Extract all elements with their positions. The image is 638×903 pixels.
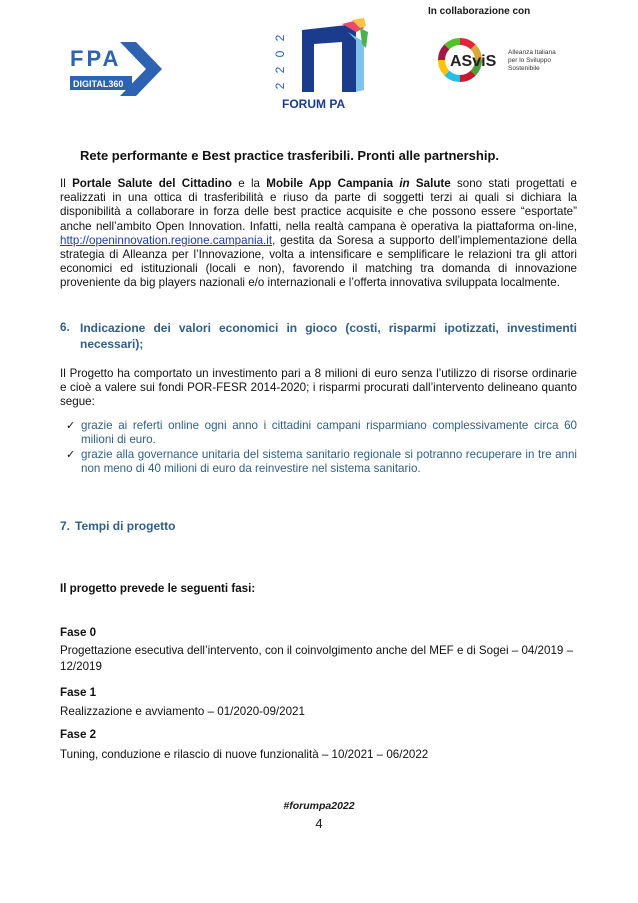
phase-2-label: Fase 2 (60, 728, 97, 741)
phase-0-label: Fase 0 (60, 626, 97, 639)
forum-pa-logo-graphic (272, 18, 372, 112)
para1-text-1: Il (60, 177, 73, 190)
mobile-app-name-italic: in (399, 177, 410, 190)
check-icon: ✓ (66, 420, 76, 432)
fpa-logo-text: FPA (70, 46, 122, 71)
forum-pa-logo-text: FORUM PA (282, 97, 346, 111)
asvis-logo (436, 36, 564, 84)
intro-paragraph (60, 177, 577, 291)
fpa-logo-graphic (64, 36, 164, 102)
checklist-item-text: grazie alla governance unitaria del sistema sanitario regionale si potranno recuperare in tre anni non meno di 40 milioni di euro da reinvestire nel sistema sanitario. (81, 447, 577, 476)
mobile-app-name: Mobile App Campania (266, 177, 400, 190)
check-icon: ✓ (66, 448, 76, 461)
footer-hashtag: #forumpa2022 (283, 800, 355, 812)
section-6-heading (60, 320, 577, 352)
svg-text:0: 0 (273, 50, 287, 58)
phase-2-desc: Tuning, conduzione e rilascio di nuove funzionalità – 10/2021 – 06/2022 (60, 748, 429, 761)
asvis-logo-graphic (436, 36, 564, 84)
open-innovation-link[interactable]: http://openinnovation.regione.campania.it (60, 233, 273, 247)
portale-salute-name: Portale Salute del Cittadino (72, 177, 232, 190)
svg-text:2: 2 (273, 66, 287, 74)
page-number: 4 (315, 816, 323, 831)
section-6-number: 6. (60, 321, 70, 334)
svg-text:2: 2 (273, 82, 287, 90)
investment-paragraph: Il Progetto ha comportato un investimento pari a 8 milioni di euro senza l’utilizzo di risorse ordinarie e cioè a valere sui fondi POR-FESR 2014-2020; i risparmi procurati dall’intervento delineano quanto segue: (60, 367, 577, 409)
mobile-app-name-end: Salute (409, 177, 451, 190)
section-7-heading (60, 519, 175, 533)
section-heading: Rete performante e Best practice trasferibili. Pronti alle partnership. (80, 148, 500, 163)
phase-1-desc: Realizzazione e avviamento – 01/2020-09/2021 (60, 705, 305, 718)
section-7-number: 7. (60, 519, 71, 533)
checklist-item-text: grazie ai referti online ogni anno i cittadini campani risparmiano complessivamente circa 60 milioni di euro. (81, 419, 577, 447)
para1-text-3: sono stati progettati e realizzati in una ottica di trasferibilità e riuso da parte di soggetti terzi ai quali si dichiara la disponibilità a collaborare in forza delle best practice acquisite e che possono essere “esportate” anche nell’ambito Open Innovation. Infatti, nella realtà campana è operativa la piattaforma on-line, (60, 177, 577, 233)
svg-text:Alleanza Italiana: Alleanza Italiana (508, 49, 556, 56)
phase-0-desc: Progettazione esecutiva dell’intervento, con il coinvolgimento anche del MEF e di Sogei – 04/2019 – 12/2019 (60, 644, 574, 673)
asvis-logo-text: ASviS (450, 53, 497, 70)
fpa-logo (64, 36, 164, 102)
phase-1-label: Fase 1 (60, 686, 97, 699)
para1-text-4: , gestita da Soresa a supporto dell’implementazione della strategia di Alleanza per l’Innovazione, volta a intensificare e semplificare le relazioni tra gli attori economici ed istituzionali (locali e non), favorendo il matching tra domanda di innovazione proveniente da big players nazionali e/o internazionali e l’offerta innovativa sviluppata localmente. (60, 233, 577, 290)
collaboration-label: In collaborazione con (428, 6, 531, 17)
savings-checklist (66, 419, 577, 477)
section-7-title: Tempi di progetto (75, 519, 176, 533)
svg-text:per lo Sviluppo: per lo Sviluppo (508, 57, 551, 64)
checklist-item (66, 448, 577, 477)
forum-pa-logo (272, 18, 372, 112)
section-6-title: Indicazione dei valori economici in gioco (costi, risparmi ipotizzati, investimenti necessari); (80, 321, 577, 351)
fpa-logo-sub: DIGITAL360 (73, 79, 124, 89)
svg-text:2: 2 (273, 34, 287, 42)
para1-text-2: e la (231, 177, 267, 190)
phases-intro: Il progetto prevede le seguenti fasi: (60, 582, 256, 595)
checklist-item (66, 419, 577, 448)
svg-text:Sostenibile: Sostenibile (508, 65, 540, 72)
